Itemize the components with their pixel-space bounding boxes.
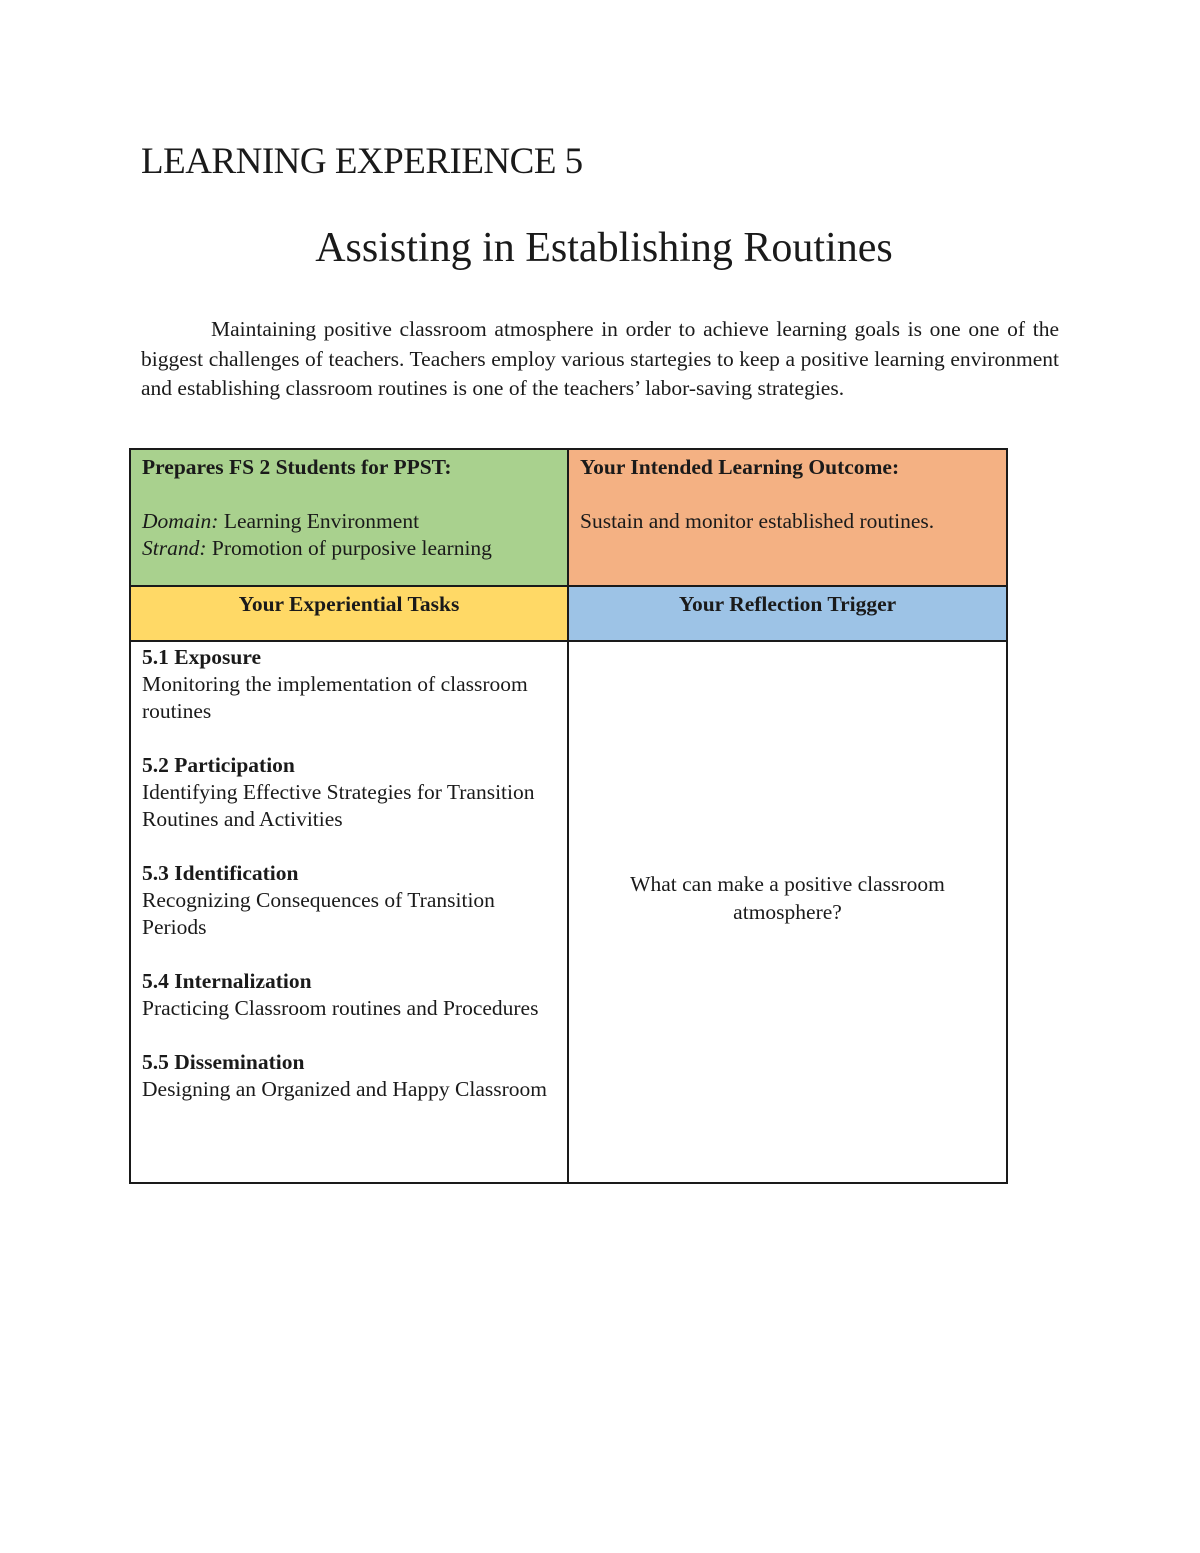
task-description: Recognizing Consequences of Transition Periods bbox=[142, 888, 495, 939]
task-title: 5.4 Internalization bbox=[142, 969, 312, 993]
task-title: 5.5 Dissemination bbox=[142, 1050, 305, 1074]
task-title: 5.1 Exposure bbox=[142, 645, 262, 669]
task-item bbox=[142, 968, 556, 1022]
table-row-content bbox=[130, 641, 1007, 1183]
intro-paragraph: Maintaining positive classroom atmosphere in order to achieve learning goals is one one of the biggest challenges of teachers. Teachers employ various startegies to keep a positive learning environment and establishing classroom routines is one of the teachers’ labor-saving strategies. bbox=[141, 317, 1059, 401]
domain-label: Domain: bbox=[142, 509, 219, 533]
outcome-heading: Your Intended Learning Outcome: bbox=[580, 455, 900, 479]
table-row-ppst bbox=[130, 449, 1007, 586]
task-item bbox=[142, 860, 556, 941]
outcome-text: Sustain and monitor established routines. bbox=[580, 509, 935, 533]
task-item bbox=[142, 752, 556, 833]
task-title: 5.2 Participation bbox=[142, 753, 295, 777]
task-description: Designing an Organized and Happy Classroom bbox=[142, 1077, 548, 1101]
table-row-headers bbox=[130, 586, 1007, 641]
domain-line bbox=[142, 508, 556, 535]
trigger-question: What can make a positive classroom atmosphere? bbox=[630, 872, 945, 924]
task-description: Practicing Classroom routines and Procedures bbox=[142, 996, 539, 1020]
strand-value: Promotion of purposive learning bbox=[211, 536, 492, 560]
task-title: 5.3 Identification bbox=[142, 861, 299, 885]
tasks-header: Your Experiential Tasks bbox=[238, 592, 460, 616]
tasks-cell bbox=[130, 641, 568, 1183]
trigger-header: Your Reflection Trigger bbox=[678, 592, 897, 616]
trigger-header-cell bbox=[568, 586, 1007, 641]
task-item bbox=[142, 1049, 556, 1103]
ppst-cell bbox=[130, 449, 568, 586]
trigger-cell bbox=[568, 641, 1007, 1183]
tasks-header-cell bbox=[130, 586, 568, 641]
task-description: Monitoring the implementation of classroom routines bbox=[142, 672, 528, 723]
page-title: Assisting in Establishing Routines bbox=[315, 225, 893, 271]
task-description: Identifying Effective Strategies for Transition Routines and Activities bbox=[142, 780, 535, 831]
strand-line bbox=[142, 535, 556, 562]
strand-label: Strand: bbox=[142, 536, 207, 560]
ppst-heading: Prepares FS 2 Students for PPST: bbox=[142, 455, 452, 479]
outcome-cell bbox=[568, 449, 1007, 586]
domain-value: Learning Environment bbox=[223, 509, 420, 533]
task-item bbox=[142, 644, 556, 725]
learning-experience-table bbox=[129, 448, 1008, 1184]
learning-experience-heading: LEARNING EXPERIENCE 5 bbox=[141, 141, 583, 182]
